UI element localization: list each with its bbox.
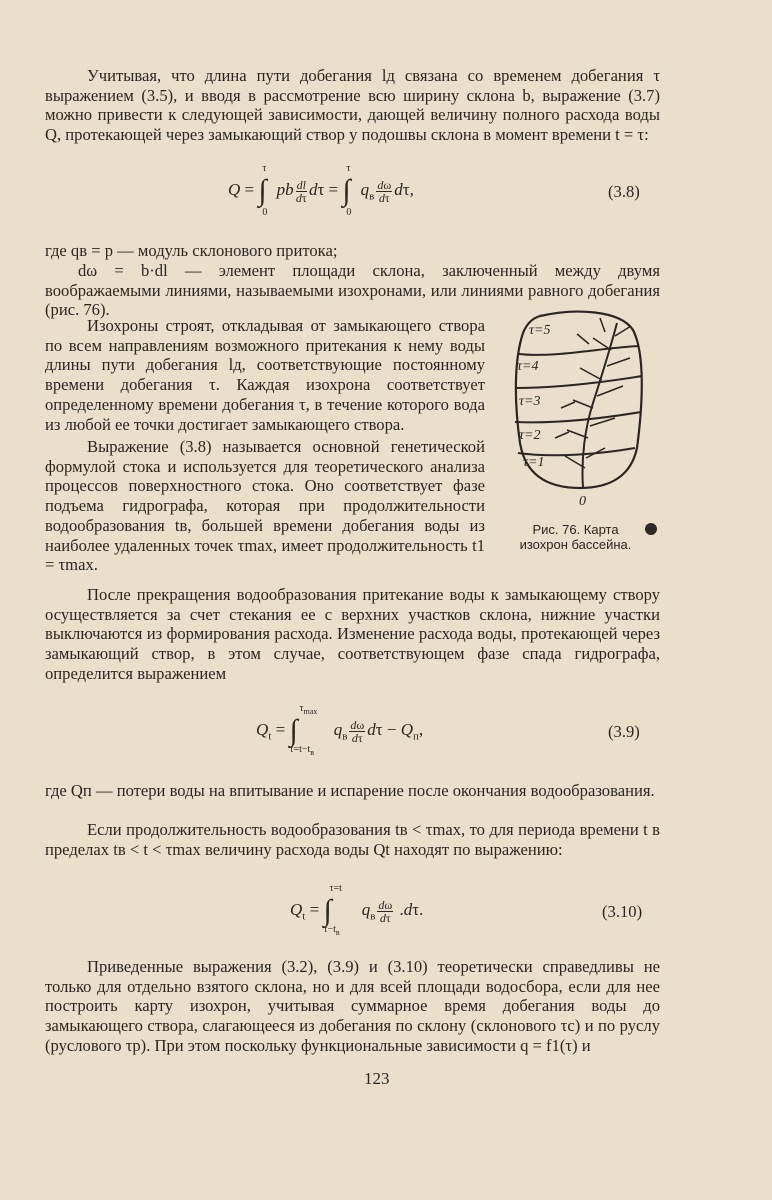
isochrone-map-figure (505, 308, 655, 513)
label-tau-1: τ=1 (523, 455, 545, 470)
equation-3-10-number: (3.10) (602, 902, 643, 921)
page-blot (645, 523, 657, 535)
paragraph-losses: где Qп — потери воды на впитывание и испарение после окончания водообразования. (45, 781, 655, 800)
label-tau-3: τ=3 (519, 394, 541, 409)
equation-3-9-number: (3.9) (608, 722, 640, 741)
figure-caption: Рис. 76. Карта изохрон бассейна. (519, 522, 632, 552)
paragraph-domega: dω = b·dl — элемент площади склона, заключенный между двумя воображаемыми линиями, называемыми изохронами, или линиями равного добегания (рис. 76). (45, 261, 660, 320)
paragraph-isochrones: Изохроны строят, откладывая от замыкающего створа по всем направлениям возможного притекания к нему воды длины пути добегания lд, соответствующие постоянному времени добегания τ. Каждая изохрона соответствует определенному времени добегания τ, в течение которого вода из любой ее точки достигает замыкающего створа. (45, 316, 485, 434)
isochrone-line (519, 346, 639, 355)
isochrone-line (515, 412, 641, 422)
equation-3-10: $Q_t$ = τ=t ∫ $\tau-t_в$ $q_в$ $\frac{d\omega}{d\tau}$ .dτ. (290, 883, 424, 937)
paragraph-recession: После прекращения водообразования притекание воды к замыкающему створу осуществляется за счет стекания ее с верхних участков склона, нижние участки выключаются из формирования расхода. Изменение расхода воды, протекающей через замыкающий створ, в этом случае, соответствующем фазе спада гидрографа, определится выражением (45, 585, 660, 683)
equation-3-9: $Q_t$ = $\tau_{max}$ ∫ $\tau=t-t_в$ $q_в$ $\frac{d\omega}{d\tau}$ $d\tau - Q_п$, (256, 703, 424, 757)
paragraph-where-q: где qв = p — модуль склонового притока; (45, 241, 338, 260)
label-tau-5: τ=5 (529, 323, 551, 338)
paragraph-1: Учитывая, что длина пути добегания lд связана со временем добегания τ выражением (3.5), и вводя в рассмотрение всю ширину склона b, выражение (3.7) можно привести к следующей зависимости, дающей величину полного расхода воды Q, протекающей через замыкающий створ у подошвы склона в момент времени t = τ: (45, 66, 660, 145)
paragraph-short-duration: Если продолжительность водообразования tв < τmax, то для периода времени t в пределах tв < t < τmax величину расхода воды Qt находят по выражению: (45, 820, 660, 859)
label-tau-2: τ=2 (519, 428, 541, 443)
paragraph-watershed: Приведенные выражения (3.2), (3.9) и (3.10) теоретически справедливы не только для отдельно взятого склона, но и для всей площади водосбора, если для нее построить карту изохрон, учитывая суммарное время добегания воды до замыкающего створа, слагающееся из добегания по склону (склонового τс) и по руслу (руслового τр). При этом поскольку функциональные зависимости q = f1(τ) и (45, 957, 660, 1055)
label-outlet-0: 0 (579, 494, 586, 509)
tributaries (555, 318, 631, 468)
equation-3-8: Q = τ ∫ 0 pb $\frac{dl}{d\tau}$ dτ = τ ∫ 0 $q_в$ $\frac{d\omega}{d\tau}$ dτ, (228, 163, 414, 218)
equation-3-8-number: (3.8) (608, 182, 640, 201)
paragraph-genetic-formula: Выражение (3.8) называется основной генетической формулой стока и используется для теоретического анализа процессов поверхностного стока. Оно соответствует фазе подъема гидрографа, которая при продолжительности водообразования tв, большей времени добегания воды из наиболее удаленных точек τmax, имеет продолжительность t1 = τmax. (45, 437, 485, 575)
label-tau-4: τ=4 (517, 359, 539, 374)
page-number: 123 (364, 1069, 390, 1088)
